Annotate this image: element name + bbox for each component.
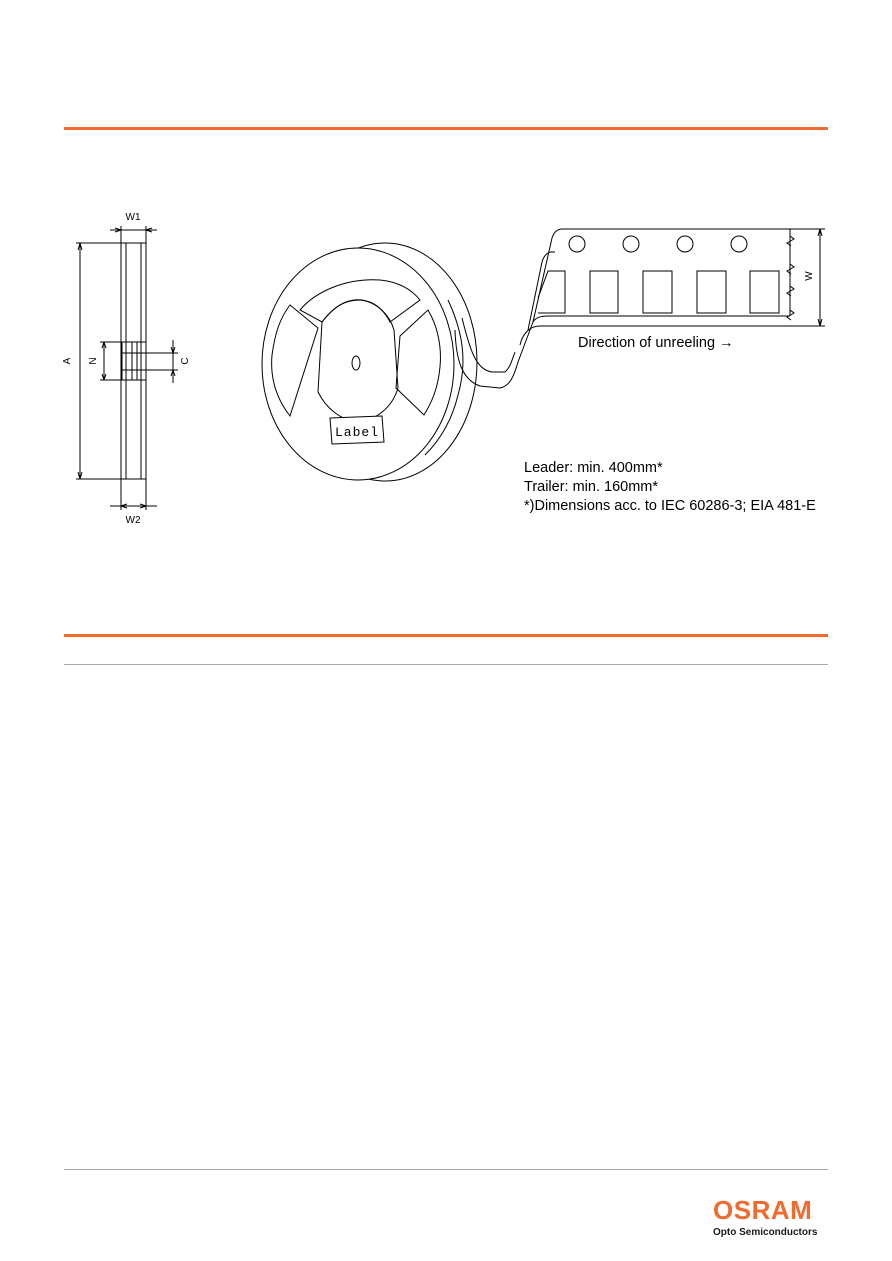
reel-label-text: Label <box>334 425 380 440</box>
dim-label-a: A <box>62 357 73 365</box>
dim-label-w1: W1 <box>125 212 141 223</box>
logo-tagline: Opto Semiconductors <box>713 1227 818 1238</box>
dim-label-n: N <box>88 357 99 365</box>
dimensions-note: *)Dimensions acc. to IEC 60286-3; EIA 481-E <box>524 498 816 514</box>
osram-logo <box>713 1196 829 1239</box>
reel-side-view <box>76 226 178 510</box>
dim-label-c: C <box>180 357 191 365</box>
carrier-tape <box>520 229 825 345</box>
section-gray-rule <box>64 664 828 665</box>
middle-orange-rule <box>64 634 828 637</box>
direction-of-unreeling: Direction of unreeling → <box>578 335 734 351</box>
logo-wordmark: OSRAM <box>713 1195 813 1225</box>
reel-perspective-view <box>262 243 533 481</box>
footer-gray-rule <box>64 1169 828 1170</box>
trailer-note: Trailer: min. 160mm* <box>524 479 659 495</box>
dim-label-w: W <box>804 271 815 281</box>
dim-label-w2: W2 <box>125 515 141 526</box>
leader-note: Leader: min. 400mm* <box>524 460 663 476</box>
